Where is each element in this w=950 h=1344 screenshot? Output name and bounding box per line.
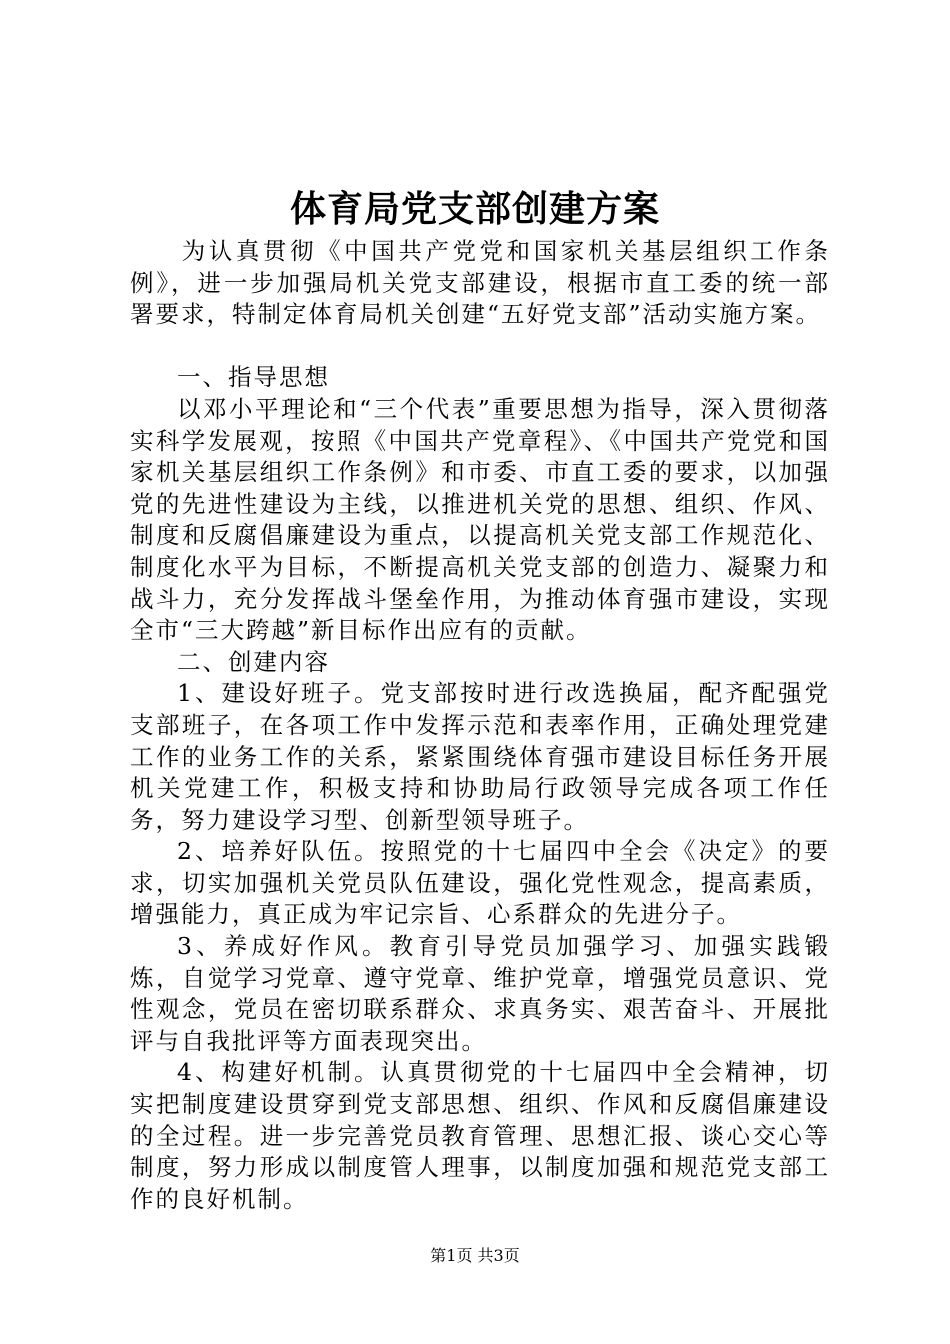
section-heading-content: 二、创建内容 bbox=[177, 647, 330, 676]
document-body bbox=[130, 236, 830, 1215]
document-page bbox=[130, 0, 830, 1344]
content-item-style: 3、养成好作风。教育引导党员加强学习、加强实践锻炼，自觉学习党章、遵守党章、维护党章，增强党员意识、党性观念，党员在密切联系群众、求真务实、艰苦奋斗、开展批评与自我批评等方面表现突出。 bbox=[130, 932, 830, 1055]
section-heading-guiding-thought: 一、指导思想 bbox=[177, 363, 330, 392]
content-item-leadership: 1、建设好班子。党支部按时进行改选换届，配齐配强党支部班子，在各项工作中发挥示范和表率作用，正确处理党建工作的业务工作的关系，紧紧围绕体育强市建设目标任务开展机关党建工作，积极支持和协助局行政领导完成各项工作任务，努力建设学习型、创新型领导班子。 bbox=[130, 679, 830, 834]
blank-line bbox=[130, 331, 830, 363]
intro-paragraph: 为认真贯彻《中国共产党党和国家机关基层组织工作条例》，进一步加强局机关党支部建设，根据市直工委的统一部署要求，特制定体育局机关创建“五好党支部”活动实施方案。 bbox=[130, 237, 830, 329]
document-title: 体育局党支部创建方案 bbox=[289, 188, 660, 230]
page-footer: 第1页 共3页 bbox=[430, 1246, 520, 1265]
content-item-mechanism: 4、构建好机制。认真贯彻党的十七届四中全会精神，切实把制度建设贯穿到党支部思想、组织、作风和反腐倡廉建设的全过程。进一步完善党员教育管理、思想汇报、谈心交心等制度，努力形成以制度管人理事，以制度加强和规范党支部工作的良好机制。 bbox=[130, 1058, 830, 1213]
content-item-team: 2、培养好队伍。按照党的十七届四中全会《决定》的要求，切实加强机关党员队伍建设，强化党性观念，提高素质，增强能力，真正成为牢记宗旨、心系群众的先进分子。 bbox=[130, 837, 830, 929]
guiding-thought-paragraph: 以邓小平理论和“三个代表”重要思想为指导，深入贯彻落实科学发展观，按照《中国共产党章程》、《中国共产党党和国家机关基层组织工作条例》和市委、市直工委的要求，以加强党的先进性建设为主线，以推进机关党的思想、组织、作风、制度和反腐倡廉建设为重点，以提高机关党支部工作规范化、制度化水平为目标，不断提高机关党支部的创造力、凝聚力和战斗力，充分发挥战斗堡垒作用，为推动体育强市建设，实现全市“三大跨越”新目标作出应有的贡献。 bbox=[130, 394, 830, 645]
